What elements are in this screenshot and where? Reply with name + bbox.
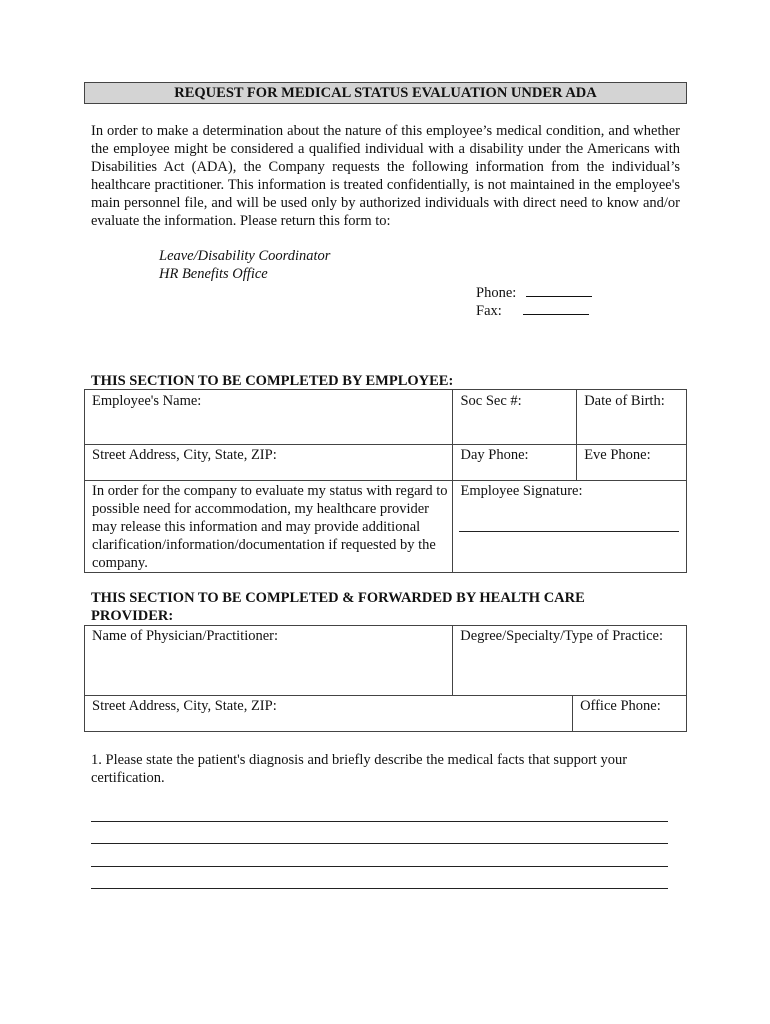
ssn-label: Soc Sec #: [460, 393, 522, 409]
employee-address-label: Street Address, City, State, ZIP: [92, 447, 277, 463]
fax-blank[interactable] [523, 301, 589, 315]
employee-address-field[interactable] [85, 445, 453, 481]
answer-line[interactable] [91, 866, 668, 867]
signature-line [459, 531, 679, 532]
employee-name-field[interactable] [85, 390, 453, 445]
form-title: REQUEST FOR MEDICAL STATUS EVALUATION UNDER ADA [84, 82, 687, 104]
answer-line[interactable] [91, 821, 668, 822]
physician-name-label: Name of Physician/Practitioner: [92, 628, 279, 644]
release-text: In order for the company to evaluate my status with regard to possible need for accommodation, my healthcare provider may release this information and may provide additional clarification/information/documentation if requested by the company. [92, 483, 448, 571]
day-phone-label: Day Phone: [460, 447, 529, 463]
degree-label: Degree/Specialty/Type of Practice: [460, 628, 663, 644]
fax-label: Fax: [476, 303, 502, 319]
physician-name-field[interactable] [85, 626, 453, 696]
provider-address-field[interactable] [85, 696, 573, 732]
employee-section-heading: THIS SECTION TO BE COMPLETED BY EMPLOYEE: [91, 373, 454, 389]
phone-label: Phone: [476, 285, 517, 301]
intro-paragraph: In order to make a determination about the nature of this employee’s medical condition, and whether the employee might be considered a qualified individual with a disability under the Americans with Disabilities Act (ADA), the Company requests the following information from the individual’s healthcare practitioner. This information is treated confidentially, is not maintained in the employee's main personnel file, and will be used only by authorized individuals with direct need to know and/or evaluate the information. Please return this form to: [91, 123, 680, 229]
provider-section-heading: THIS SECTION TO BE COMPLETED & FORWARDED BY HEALTH CARE PROVIDER: [91, 590, 585, 624]
employee-name-label: Employee's Name: [92, 393, 202, 409]
fax-row [476, 301, 589, 320]
answer-line[interactable] [91, 843, 668, 844]
provider-address-label: Street Address, City, State, ZIP: [92, 698, 277, 714]
dob-label: Date of Birth: [584, 393, 665, 409]
phone-blank[interactable] [526, 283, 592, 297]
provider-table [84, 625, 687, 732]
degree-field[interactable] [453, 626, 687, 696]
release-statement [85, 481, 453, 573]
phone-row [476, 283, 592, 302]
signature-label: Employee Signature: [460, 483, 583, 499]
return-address [159, 247, 330, 283]
return-address-line2: HR Benefits Office [159, 266, 268, 282]
eve-phone-label: Eve Phone: [584, 447, 651, 463]
eve-phone-field[interactable] [577, 445, 687, 481]
employee-table [84, 389, 687, 573]
ssn-field[interactable] [453, 390, 577, 445]
return-address-line1: Leave/Disability Coordinator [159, 248, 331, 264]
question-1: 1. Please state the patient's diagnosis and briefly describe the medical facts that support your certification. [91, 752, 628, 786]
office-phone-label: Office Phone: [580, 698, 661, 714]
dob-field[interactable] [577, 390, 687, 445]
office-phone-field[interactable] [573, 696, 687, 732]
day-phone-field[interactable] [453, 445, 577, 481]
employee-signature-field[interactable] [453, 481, 687, 573]
answer-line[interactable] [91, 888, 668, 889]
